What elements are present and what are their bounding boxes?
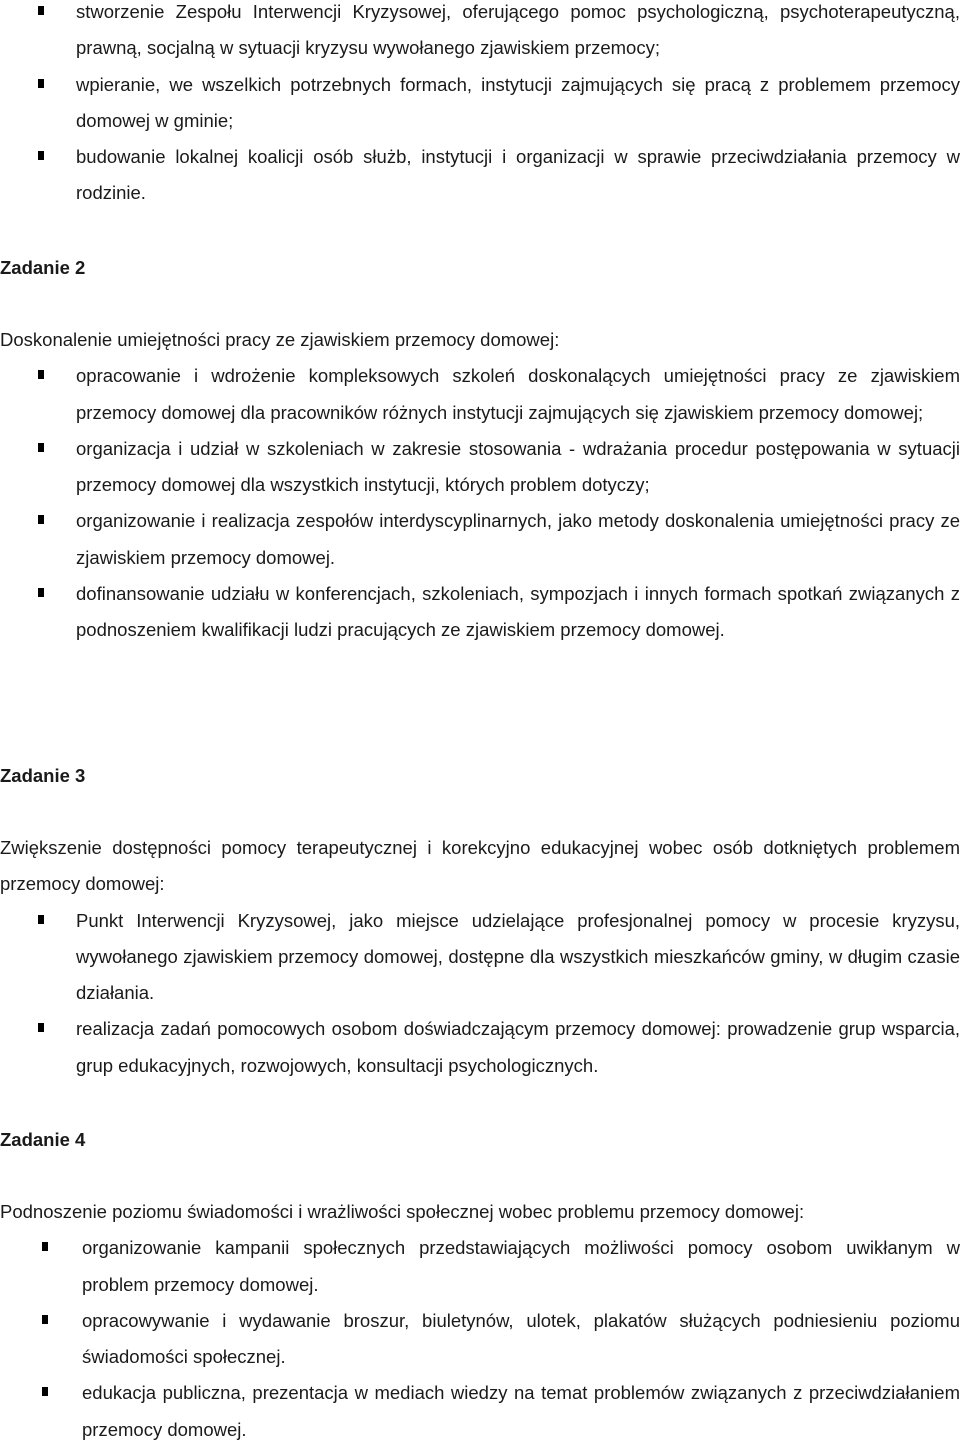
task2-body bbox=[0, 322, 960, 649]
task4-body bbox=[0, 1194, 960, 1448]
list-item: realizacja zadań pomocowych osobom doświadczającym przemocy domowej: prowadzenie grup wsparcia, grup edukacyjnych, rozwojowych, konsultacji psychologicznych. bbox=[0, 1011, 960, 1084]
task4-heading: Zadanie 4 bbox=[0, 1129, 86, 1150]
list-item: organizowanie i realizacja zespołów interdyscyplinarnych, jako metody doskonalenia umiejętności pracy ze zjawiskiem przemocy domowej. bbox=[0, 503, 960, 576]
task2-section bbox=[0, 250, 960, 286]
list-item: Punkt Interwencji Kryzysowej, jako miejsce udzielające profesjonalnej pomocy w procesie kryzysu, wywołanego zjawiskiem przemocy domowej, dostępne dla wszystkich mieszkańców gminy, w długim czasie działania. bbox=[0, 903, 960, 1012]
list-item: opracowywanie i wydawanie broszur, biuletynów, ulotek, plakatów służących podniesieniu poziomu świadomości społecznej. bbox=[0, 1303, 960, 1376]
top-bullet-list-block bbox=[0, 0, 960, 212]
task3-section bbox=[0, 758, 960, 794]
task3-heading: Zadanie 3 bbox=[0, 765, 86, 786]
task3-intro: Zwiększenie dostępności pomocy terapeutycznej i korekcyjno edukacyjnej wobec osób dotkniętych problemem przemocy domowej: bbox=[0, 837, 960, 895]
list-item: stworzenie Zespołu Interwencji Kryzysowej, oferującego pomoc psychologiczną, psychoterapeutyczną, prawną, socjalną w sytuacji kryzysu wywołanego zjawiskiem przemocy; bbox=[0, 0, 960, 67]
task2-bullet-list bbox=[0, 358, 960, 648]
task2-intro: Doskonalenie umiejętności pracy ze zjawiskiem przemocy domowej: bbox=[0, 329, 560, 350]
task3-body bbox=[0, 830, 960, 1084]
task2-heading: Zadanie 2 bbox=[0, 257, 86, 278]
list-item: organizacja i udział w szkoleniach w zakresie stosowania - wdrażania procedur postępowania w sytuacji przemocy domowej dla wszystkich instytucji, których problem dotyczy; bbox=[0, 431, 960, 504]
list-item: organizowanie kampanii społecznych przedstawiających możliwości pomocy osobom uwikłanym w problem przemocy domowej. bbox=[0, 1230, 960, 1303]
top-bullet-list bbox=[0, 0, 960, 212]
list-item: dofinansowanie udziału w konferencjach, szkoleniach, sympozjach i innych formach spotkań związanych z podnoszeniem kwalifikacji ludzi pracujących ze zjawiskiem przemocy domowej. bbox=[0, 576, 960, 649]
task3-bullet-list bbox=[0, 903, 960, 1084]
task4-section bbox=[0, 1122, 960, 1158]
list-item: wpieranie, we wszelkich potrzebnych formach, instytucji zajmujących się pracą z problemem przemocy domowej w gminie; bbox=[0, 67, 960, 140]
task4-intro: Podnoszenie poziomu świadomości i wrażliwości społecznej wobec problemu przemocy domowej: bbox=[0, 1201, 805, 1222]
task4-bullet-list bbox=[0, 1230, 960, 1448]
list-item: opracowanie i wdrożenie kompleksowych szkoleń doskonalących umiejętności pracy ze zjawiskiem przemocy domowej dla pracowników różnych instytucji zajmujących się zjawiskiem przemocy domowej; bbox=[0, 358, 960, 431]
list-item: edukacja publiczna, prezentacja w mediach wiedzy na temat problemów związanych z przeciwdziałaniem przemocy domowej. bbox=[0, 1375, 960, 1448]
list-item: budowanie lokalnej koalicji osób służb, instytucji i organizacji w sprawie przeciwdziałania przemocy w rodzinie. bbox=[0, 139, 960, 212]
